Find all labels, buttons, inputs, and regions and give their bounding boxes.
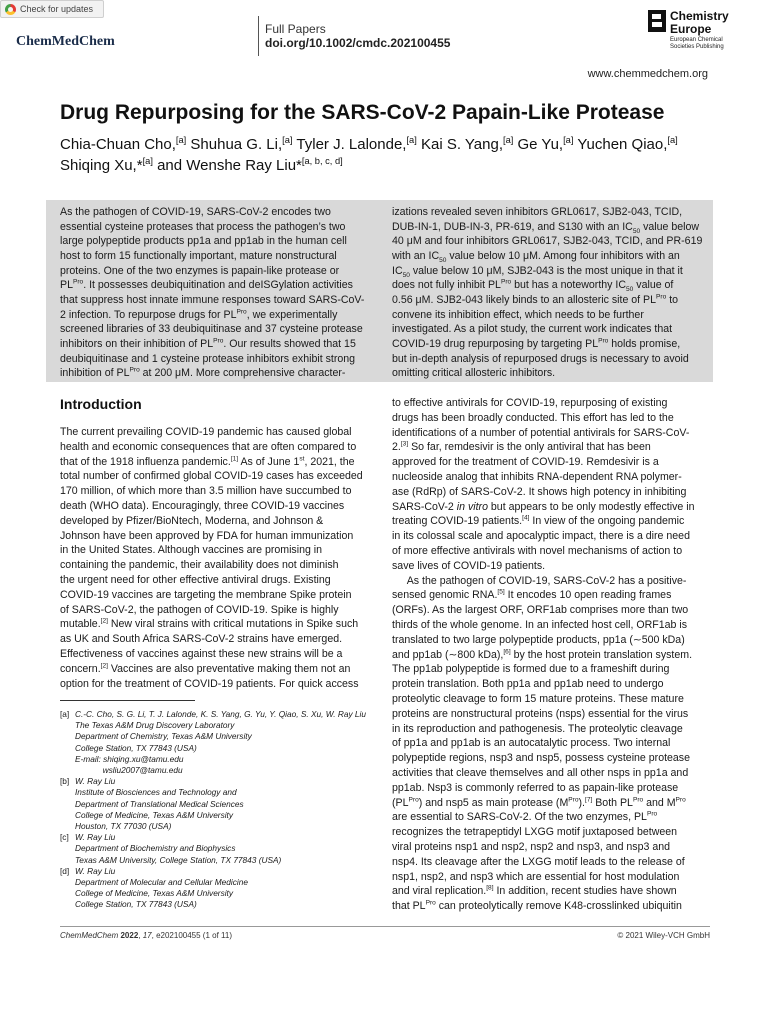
journal-name: ChemMedChem <box>16 34 115 49</box>
affiliation-line: College of Medicine, Texas A&M University <box>75 809 234 820</box>
text-line: $IC_{50}$ value below 10 μM, SJB2-043 is the most unique in that it <box>392 264 683 279</box>
text-line: SARS-CoV-2 in vitro but appears to be only modestly effective in <box>392 500 695 513</box>
text-line: DUB-IN-1, DUB-IN-3, PR-619, and S130 with an $IC_{50}$ value below <box>392 220 700 235</box>
text-line: 2 infection. To repurpose drugs for $PL^{Pro}$, we experimentally <box>60 308 338 321</box>
text-line: does not fully inhibit $PL^{Pro}$ but has a noteworthy $IC_{50}$ value of <box>392 278 674 294</box>
text-line: treating COVID-19 patients.[4] In view of the ongoing pandemic <box>392 514 685 528</box>
text-line: nsp4. Its cleavage after the LXGG motif leads to the release of <box>392 855 685 868</box>
crossmark-icon <box>5 4 16 15</box>
affiliation-entry <box>60 832 380 866</box>
text-line: Effectiveness of vaccines against these new strains will be a <box>60 647 343 660</box>
text-line: inhibition of $PL^{Pro}$ at 200 μM. More comprehensive character- <box>60 366 346 380</box>
footer-copyright: © 2021 Wiley-VCH GmbH <box>617 931 710 940</box>
text-line: mutable.[2] New viral strains with critical mutations in Spike such <box>60 617 359 631</box>
affiliation-line: Department of Chemistry, Texas A&M University <box>75 731 252 742</box>
text-line: nucleoside analog that inhibits RNA-dependent RNA polymer- <box>392 470 682 483</box>
text-line: As the pathogen of COVID-19, SARS-CoV-2 encodes two <box>60 206 331 218</box>
text-line: COVID-19 drug repurposing by targeting $PL^{Pro}$ holds promise, <box>392 337 681 350</box>
text-line: ase (RdRp) of SARS-CoV-2. It shows high potency in inhibiting <box>392 485 687 498</box>
text-line: 0.56 μM. SJB2-043 likely binds to an allosteric site of $PL^{Pro}$ to <box>392 293 679 306</box>
text-line: of pp1a and pp1ab is an autocatalytic process. Two internal <box>392 737 671 750</box>
text-line: thirds of the whole genome. In an infected host cell, ORF1ab is <box>392 618 688 631</box>
text-line: $(PL^{Pro})$ and nsp5 as main protease $(M^{Pro}).[7]$ Both $PL^{Pro}$ and $M^{Pro}$ <box>392 795 686 809</box>
text-line: investigated. As a pilot study, the current work indicates that <box>392 323 673 336</box>
text-line: viral proteins nsp1 and nsp2, nsp2 and nsp3, and nsp3 and <box>392 840 670 853</box>
text-line: that $PL^{Pro}$ can proteolytically remove K48-crosslinked ubiquitin <box>392 899 682 913</box>
text-line: in its reproduction and pathogenesis. The proteolytic cleavage <box>392 722 683 735</box>
text-line: omitting critical allosteric inhibitors. <box>392 367 556 380</box>
text-line: izations revealed seven inhibitors GRL0617, SJB2-043, TCID, <box>392 206 683 218</box>
affiliation-lines <box>75 776 244 832</box>
text-line: proteins. One of the two enzymes is papain-like protease or <box>60 264 340 277</box>
text-line: As the pathogen of COVID-19, SARS-CoV-2 has a positive- <box>392 574 687 587</box>
chemistry-europe-logo-icon <box>648 10 666 32</box>
text-line: in its colossal scale and apocalyptic impact, there is a dire need <box>392 530 690 543</box>
publisher-name <box>670 10 729 36</box>
affiliation-lines <box>75 709 366 776</box>
text-line: as UK and South Africa SARS-CoV-2 strains have emerged. <box>60 633 343 646</box>
affiliation-line: E-mail: shiqing.xu@tamu.edu <box>75 753 184 764</box>
paper-type: Full Papers <box>265 22 326 36</box>
text-line: proteins are nonstructural proteins (nsps) essential for the virus <box>392 707 689 720</box>
text-line: that of the 1918 influenza pandemic.[1] As of June 1st, 2021, the <box>60 455 355 468</box>
affiliation-line: W. Ray Liu <box>75 776 116 787</box>
affiliation-line: College Station, TX 77843 (USA) <box>75 899 197 910</box>
text-line: save lives of COVID-19 patients. <box>392 559 546 572</box>
text-line: Johnson have been approved by FDA for human immunization <box>60 529 354 542</box>
affiliation-line: Department of Molecular and Cellular Medicine <box>75 877 248 888</box>
journal-website-link[interactable]: www.chemmedchem.org <box>587 68 708 80</box>
text-line: inhibitors on their inhibition of $PL^{Pro}$. Our results showed that 15 <box>60 337 356 350</box>
affiliation-line: Houston, TX 77030 (USA) <box>75 821 172 832</box>
affiliation-line: Texas A&M University, College Station, TX 77843 (USA) <box>75 854 282 865</box>
affiliation-lines <box>75 866 248 911</box>
publisher-name-line1: Chemistry <box>670 9 729 23</box>
text-line: identifications of a number of potential antivirals for SARS-CoV- <box>392 426 690 439</box>
affiliation-line: W. Ray Liu <box>75 865 116 876</box>
text-line: (ORFs). As the largest ORF, ORF1ab comprises more than two <box>392 604 689 617</box>
text-line: the urgent need for other effective antiviral drugs. Existing <box>60 573 331 586</box>
publisher-subtitle <box>670 37 724 51</box>
publisher-name-line2: Europe <box>670 22 712 36</box>
affiliation-line: wsliu2007@tamu.edu <box>75 765 183 776</box>
publisher-sub-line2: Societies Publishing <box>670 44 724 50</box>
text-line: large polypeptide products pp1a and pp1ab in the human cell <box>60 235 347 248</box>
affiliation-tag: [b] <box>60 776 70 787</box>
text-line: essential cysteine proteases that process the pathogen’s two <box>60 220 346 233</box>
text-line: with an $IC_{50}$ value below 10 μM. Among four inhibitors with an <box>392 249 680 265</box>
text-line: deubiquitinase and 1 cysteine protease inhibitors exhibit strong <box>60 352 356 365</box>
text-line: of SARS-CoV-2, the pathogen of COVID-19. Spike is highly <box>60 603 339 616</box>
text-line: to effective antivirals for COVID-19, repurposing of existing <box>392 397 668 409</box>
text-line: that suppress host innate immune responses toward SARS-CoV- <box>60 293 365 306</box>
affiliation-line: College Station, TX 77843 (USA) <box>75 742 197 753</box>
text-line: total number of confirmed global COVID-19 cases has exceeded <box>60 470 363 483</box>
affiliation-line: W. Ray Liu <box>75 832 116 843</box>
doi-link[interactable]: doi.org/10.1002/cmdc.202100455 <box>265 36 451 50</box>
affiliation-line: Institute of Biosciences and Technology and <box>75 787 237 798</box>
affiliation-entry <box>60 776 380 832</box>
affiliation-line: Department of Translational Medical Sciences <box>75 798 244 809</box>
text-line: pp1ab. Nsp3 is commonly referred to as papain-like protease <box>392 781 679 794</box>
text-line: and pp1ab (∼800 kDa),[6] by the host protein translation system. <box>392 648 693 661</box>
text-line: sensed genomic RNA.[5] It encodes 10 open reading frames <box>392 588 672 602</box>
affiliation-tag: [d] <box>60 865 70 876</box>
text-line: The pp1ab polypeptide is formed due to a frameshift during <box>392 663 670 676</box>
introduction-heading: Introduction <box>60 396 142 412</box>
affiliation-rule <box>60 700 195 701</box>
text-line: containing the pandemic, their availability does not diminish <box>60 559 339 572</box>
text-line: proteolytic cleavage to form 15 mature proteins. These mature <box>392 692 684 705</box>
text-line: convene its inhibition effect, which needs to be further <box>392 308 644 321</box>
text-line: translated to two large polypeptide products, pp1a (∼500 kDa) <box>392 633 685 646</box>
affiliation-line: College of Medicine, Texas A&M University <box>75 888 234 899</box>
abstract-left-column <box>60 205 375 381</box>
text-line: screened libraries of 33 deubiquitinase and 37 cysteine protease <box>60 323 363 336</box>
text-line: in the United States. Although vaccines are promising in <box>60 544 323 557</box>
text-line: but in-depth analysis of repurposed drugs is necessary to avoid <box>392 352 689 365</box>
text-line: COVID-19 vaccines are targeting the membrane Spike protein <box>60 588 352 601</box>
text-line: host to form 15 functionally important, mature nonstructural <box>60 249 337 262</box>
text-line: concern.[2] Vaccines are also preventative making them not an <box>60 662 351 675</box>
body-right-column <box>392 396 710 914</box>
text-line: death (WHO data). Encouragingly, three COVID-19 vaccines <box>60 499 345 512</box>
text-line: polypeptide regions, nsp3 and nsp5, possess cysteine protease <box>392 752 690 765</box>
affiliation-line: The Texas A&M Drug Discovery Laboratory <box>75 720 235 731</box>
text-line: and viral replication.[8] In addition, recent studies have shown <box>392 884 677 898</box>
text-line: protein translation. Both pp1a and pp1ab need to undergo <box>392 678 664 691</box>
affiliation-entry <box>60 709 380 776</box>
check-updates-label: Check for updates <box>20 4 94 14</box>
affiliation-line: Department of Biochemistry and Biophysics <box>75 843 236 854</box>
check-for-updates-badge[interactable] <box>0 0 104 18</box>
affiliation-lines <box>75 832 281 866</box>
body-left-column <box>60 425 375 691</box>
publisher-sub-line1: European Chemical <box>670 37 723 43</box>
text-line: nsp1, nsp2, and nsp3 which are essential for host modulation <box>392 870 680 883</box>
text-line: 170 million, of which more than 3.5 million have succumbed to <box>60 485 352 498</box>
affiliations <box>60 709 380 911</box>
text-line: recognizes the tetrapeptidyl LXGG motif juxtaposed between <box>392 826 678 839</box>
text-line: activities that cleave themselves and all other nsps in pp1a and <box>392 766 689 779</box>
text-line: health and economic consequences that are often compared to <box>60 440 357 453</box>
footer-citation: ChemMedChem 2022, 17, e202100455 (1 of 11) <box>60 931 232 940</box>
abstract-right-column <box>392 205 707 381</box>
text-line: The current prevailing COVID-19 pandemic has caused global <box>60 426 352 438</box>
header-divider <box>258 16 259 56</box>
text-line: 2.[3] So far, remdesivir is the only antiviral that has been <box>392 440 651 454</box>
text-line: of more effective antivirals with novel mechanisms of action to <box>392 544 683 557</box>
article-title: Drug Repurposing for the SARS-CoV-2 Papain-Like Protease <box>60 101 665 124</box>
text-line: developed by Pfizer/BioNtech, Moderna, and Johnson & <box>60 514 324 527</box>
text-line: approved for the treatment of COVID-19. Remdesivir is a <box>392 456 659 469</box>
text-line: $PL^{Pro}$. It possesses deubiquitination and deISGylation activities <box>60 278 353 292</box>
text-line: option for the treatment of COVID-19 patients. For quick access <box>60 677 359 690</box>
affiliation-tag: [c] <box>60 832 69 843</box>
text-line: drugs has been broadly conducted. This effort has led to the <box>392 411 674 424</box>
text-line: are essential to SARS-CoV-2. Of the two enzymes, $PL^{Pro}$ <box>392 810 658 824</box>
affiliation-tag: [a] <box>60 709 70 719</box>
affiliation-line: C.-C. Cho, S. G. Li, T. J. Lalonde, K. S. Yang, G. Yu, Y. Qiao, S. Xu, W. Ray Liu <box>75 709 366 719</box>
text-line: 40 μM and four inhibitors GRL0617, SJB2-043, TCID, and PR-619 <box>392 235 703 248</box>
footer-rule <box>60 926 710 927</box>
author-list: Chia-Chuan Cho,[a] Shuhua G. Li,[a] Tyler J. Lalonde,[a] Kai S. Yang,[a] Ge Yu,[a] Yuchen Qiao,[a] Shiqing Xu,*[a] and Wenshe Ray Liu*[a, b, c, d] <box>60 135 678 174</box>
affiliation-entry <box>60 866 380 911</box>
